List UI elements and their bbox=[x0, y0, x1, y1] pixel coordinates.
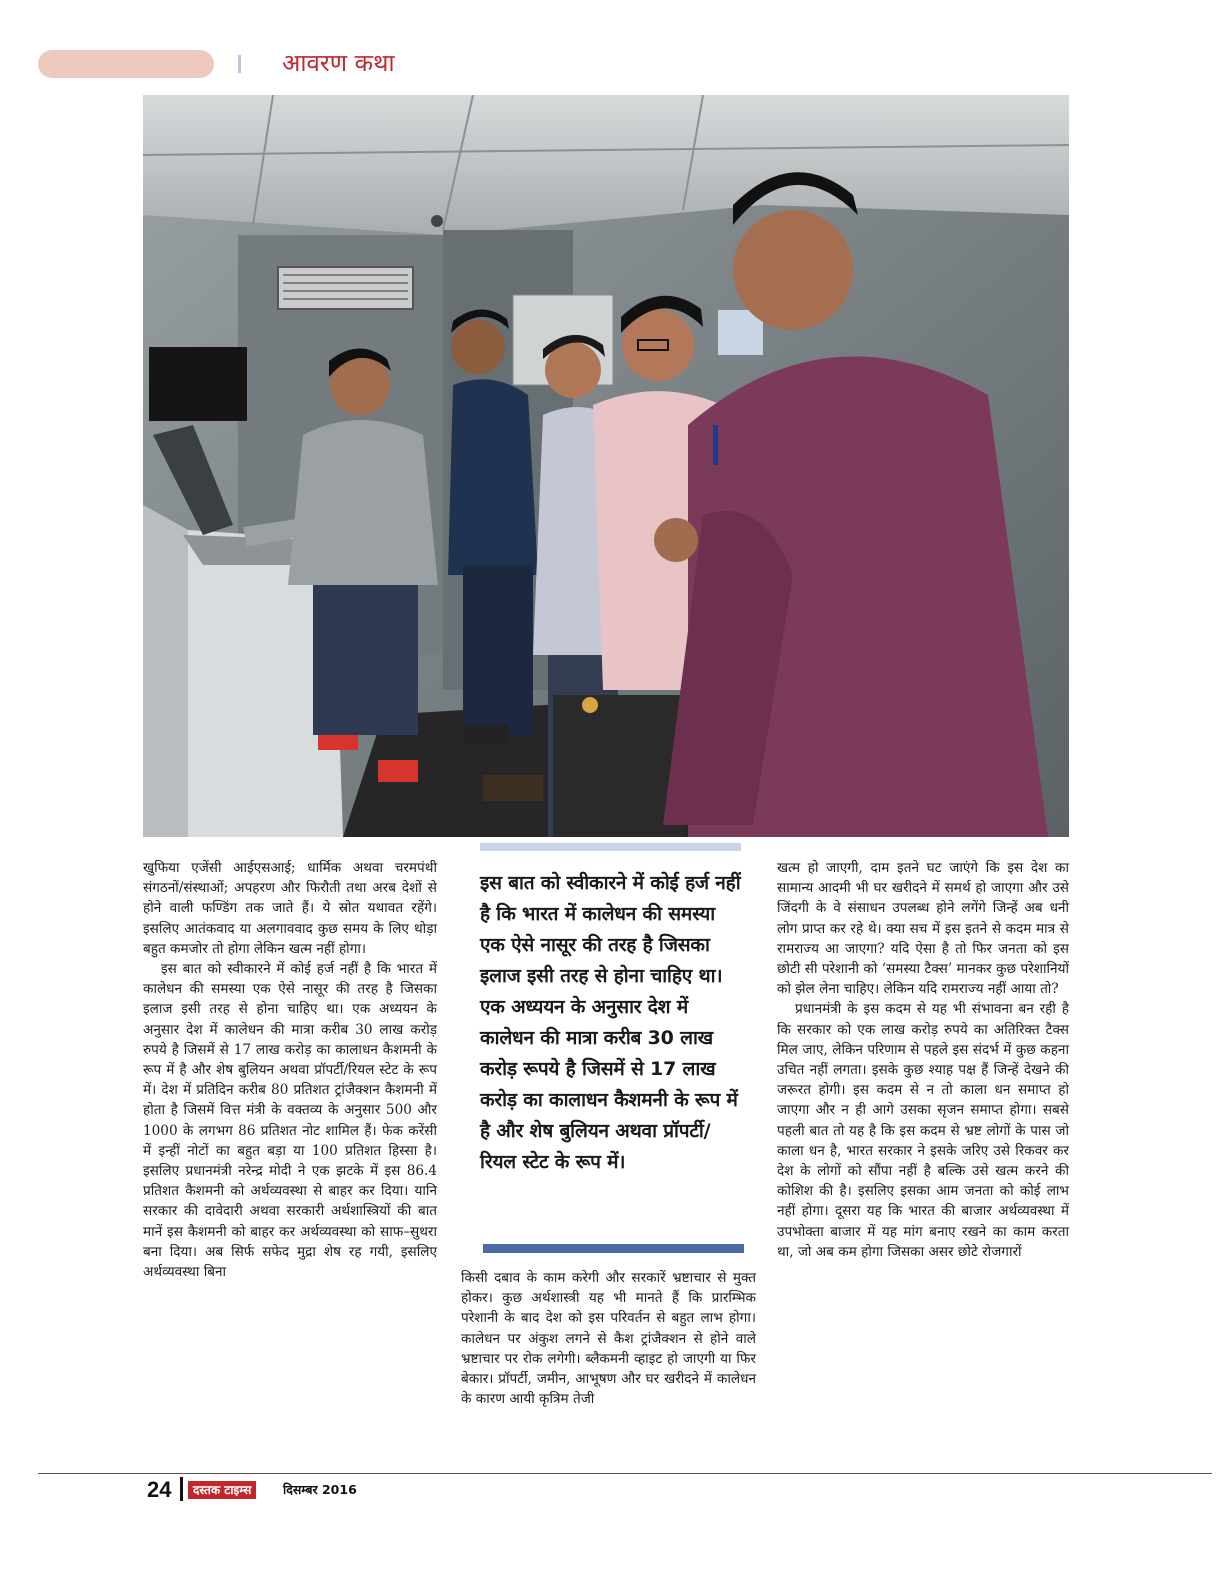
issue-date: दिसम्बर 2016 bbox=[283, 1482, 357, 1497]
pull-quote: इस बात को स्वीकारने में कोई हर्ज नहीं है कि भारत में कालेधन की समस्या एक ऐसे नासूर की तरह है जिसका इलाज इसी तरह से होना चाहिए था। एक अध्ययन के अनुसार देश में कालेधन की मात्रा करीब 30 लाख करोड़ रूपये है जिसमें से 17 लाख करोड़ का कालाधन कैशमनी के रूप में है और शेष बुलियन अथवा प्रॉपर्टी/रियल स्टेट के रूप में। bbox=[480, 872, 741, 1173]
cover-photo-atm-queue bbox=[143, 95, 1069, 837]
paragraph: खत्म हो जाएगी, दाम इतने घट जाएंगे कि इस देश का सामान्य आदमी भी घर खरीदने में समर्थ हो जाएगा और उसे जिंदगी के वे संसाधन उपलब्ध होने लगेंगे जिन्हें अब धनी लोग प्राप्त कर रहे थे। क्या सच में इस इतने से कदम मात्र से रामराज्य आ जाएगा? यदि ऐसा है तो फिर जनता को इस छोटी सी परेशानी को ‘समस्या टैक्स’ मानकर कुछ परेशानियों को झेल लेना चाहिए। लेकिन यदि रामराज्य नहीं आया तो? bbox=[777, 860, 1069, 998]
paragraph: किसी दबाव के काम करेगी और सरकारें भ्रष्टाचार से मुक्त होकर। कुछ अर्थशास्त्री यह भी मानते हैं कि प्रारम्भिक परेशानी के बाद देश को इस परिवर्तन से बहुत लाभ होगा। कालेधन पर अंकुश लगने से कैश ट्रांजैक्शन से होने वाले भ्रष्टाचार पर रोक लगेगी। ब्लैकमनी व्हाइट हो जाएगी या फिर बेकार। प्रॉपर्टी, जमीन, आभूषण और घर खरीदने में कालेधन के कारण आयी कृत्रिम तेजी bbox=[461, 1270, 756, 1408]
page-number: 24 bbox=[147, 1477, 172, 1502]
paragraph: खुफिया एजेंसी आईएसआई; धार्मिक अथवा चरमपंथी संगठनों/संस्थाओं; अपहरण और फिरौती तथा अरब देशों से होने वाली फण्डिंग तक जाते हैं। ये स्रोत यथावत रहेंगे। इसलिए आतंकवाद या अलगाववाद कुछ समय के लिए थोड़ा बहुत कमजोर तो होगा लेकिन खत्म नहीं होगा। bbox=[143, 860, 437, 957]
footer-divider bbox=[180, 1477, 183, 1501]
magazine-logo: दस्तक टाइम्स bbox=[188, 1481, 256, 1499]
article-column-right bbox=[777, 858, 1069, 1262]
paragraph: प्रधानमंत्री के इस कदम से यह भी संभावना बन रही है कि सरकार को एक लाख करोड़ रुपये का अतिरिक्त टैक्स मिल जाए, लेकिन परिणाम से पहले इस संदर्भ में कुछ कहना उचित नहीं लगता। इसके कुछ श्याह पक्ष हैं जिन्हें देखने की जरूरत होगी। इस कदम से न तो काला धन समाप्त हो जाएगा और न ही आगे उसका सृजन समाप्त होगा। सबसे पहली बात तो यह है कि इस कदम से भ्रष्ट लोगों के पास जो काला धन है, भारत सरकार ने इसके जरिए उसे रिकवर कर देश के लोगों को सौंपा नहीं है बल्कि उसे खत्म करने की कोशिश की है। इसलिए इसका आम जनता को कोई लाभ नहीं होगा। दूसरा यह कि भारत की बाजार अर्थव्यवस्था में उपभोक्ता बाजार में यह मांग बनाए रखने का काम करता था, जो अब कम होगा जिसका असर छोटे रोजगारों bbox=[777, 1001, 1069, 1260]
footer-rule bbox=[38, 1473, 1212, 1474]
section-title: आवरण कथा bbox=[282, 49, 395, 77]
article-column-middle bbox=[461, 1268, 756, 1409]
pull-quote-bottom-rule bbox=[483, 1244, 744, 1253]
article-column-left bbox=[143, 858, 437, 1282]
pull-quote-top-rule bbox=[480, 843, 741, 851]
header-separator bbox=[238, 55, 241, 73]
header-decoration-pill bbox=[38, 50, 214, 78]
paragraph: इस बात को स्वीकारने में कोई हर्ज नहीं है कि भारत में कालेधन की समस्या एक ऐसे नासूर की तरह है जिसका इलाज इसी तरह से होना चाहिए था। एक अध्ययन के अनुसार देश में कालेधन की मात्रा करीब 30 लाख करोड़ रुपये है जिसमें से 17 लाख करोड़ का कालाधन कैशमनी के रूप में है और शेष बुलियन अथवा प्रॉपर्टी/रियल स्टेट के रूप में। देश में प्रतिदिन करीब 80 प्रतिशत ट्रांजैक्शन कैशमनी में होता है जिसमें वित्त मंत्री के वक्तव्य के अनुसार 500 और 1000 के लगभग 86 प्रतिशत नोट शामिल हैं। फेक करेंसी में इन्हीं नोटों का बहुत बड़ा या 100 प्रतिशत हिस्सा है। इसलिए प्रधानमंत्री नरेन्द्र मोदी ने एक झटके में इस 86.4 प्रतिशत कैशमनी को अर्थव्यवस्था से बाहर कर दिया। यानि सरकार की दावेदारी अथवा सरकारी अर्थशास्त्रियों की बात मानें इस कैशमनी को बाहर कर अर्थव्यवस्था को साफ–सुथरा बना दिया। अब सिर्फ सफेद मुद्रा शेष रह गयी, इसलिए अर्थव्यवस्था बिना bbox=[143, 961, 437, 1281]
